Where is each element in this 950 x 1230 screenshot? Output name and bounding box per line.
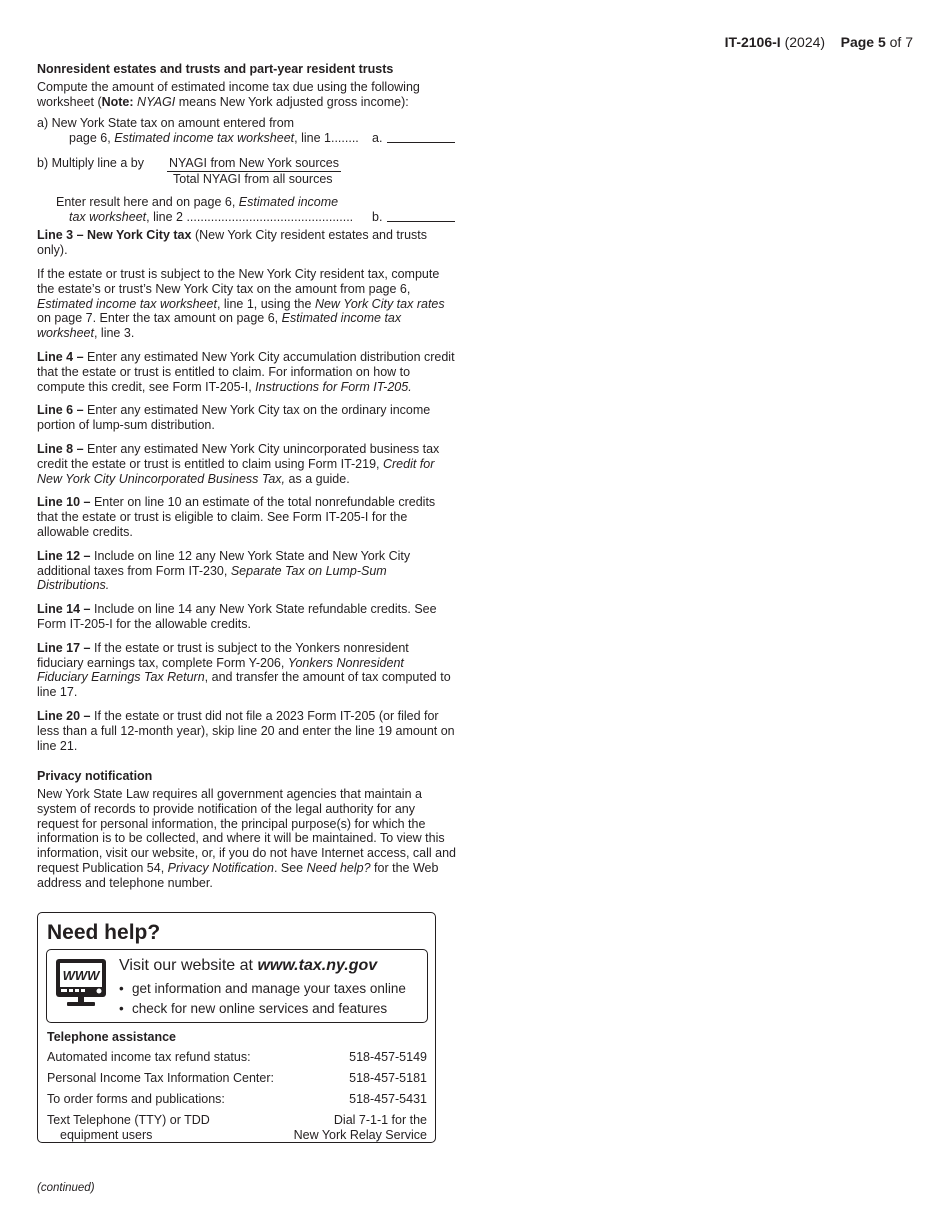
privacy-paragraph: New York State Law requires all government agencies that maintain a system of records to provide notification of the legal authority for any request for personal information, the principal purpose(s) for which the information is to be collected, and where it will be maintained. To view this information, visit our website, or, if you do not have Internet access, call and request Publication 54, Privacy Notification. See Need help? for the Web address and telephone number. [37, 787, 456, 890]
page-of: of 7 [889, 34, 913, 50]
need-help-title: Need help? [47, 921, 161, 944]
tty-row: Text Telephone (TTY) or TDD equipment users Dial 7-1-1 for the New York Relay Service [47, 1113, 427, 1142]
bullet-item: • check for new online services and features [132, 999, 406, 1019]
worksheet-enter-result: Enter result here and on page 6, Estimated income tax worksheet, line 2 ................................................ [56, 195, 354, 225]
form-year: (2024) [784, 34, 826, 50]
privacy-title: Privacy notification [37, 769, 153, 784]
phone-number: 518-457-5181 [349, 1071, 427, 1085]
worksheet [37, 116, 457, 228]
telephone-heading: Telephone assistance [47, 1030, 176, 1044]
phone-row: Automated income tax refund status: 518-457-5149 [47, 1050, 427, 1064]
section-intro: Compute the amount of estimated income tax due using the following worksheet (Note: NYAGI means New York adjusted gross income): [37, 79, 420, 109]
instructions-column [37, 62, 457, 900]
website-line: Visit our website at www.tax.ny.gov [119, 957, 378, 974]
phone-number: 518-457-5149 [349, 1050, 427, 1064]
website-link[interactable]: www.tax.ny.gov [257, 957, 378, 974]
nyc-tax-paragraph: If the estate or trust is subject to the New York City resident tax, compute the estate’s or trust’s New York City tax on the amount from page 6, Estimated income tax worksheet, line 1, using the New York City tax rates on page 7. Enter the tax amount on page 6, Estimated income tax worksheet, line 3. [37, 266, 445, 341]
page-header [725, 35, 913, 50]
form-id: IT-2106-I [724, 34, 781, 50]
fraction-denominator: Total NYAGI from all sources [173, 172, 333, 187]
worksheet-b-blank[interactable] [387, 210, 455, 222]
phone-row: Personal Income Tax Information Center: 518-457-5181 [47, 1071, 427, 1085]
continued-note: (continued) [37, 1182, 95, 1194]
worksheet-a-label: a. [372, 131, 383, 146]
need-help-box [37, 912, 436, 1143]
website-bullets [132, 979, 406, 1019]
website-box [46, 949, 428, 1023]
line4-paragraph: Line 4 – Enter any estimated New York City accumulation distribution credit that the estate or trust is entitled to claim. For information on how to compute this credit, see Form IT-205-I, Instructions for Form IT-205. [37, 349, 455, 394]
phone-number: 518-457-5431 [349, 1092, 427, 1106]
page-number: Page 5 [840, 34, 886, 50]
worksheet-line-b: b) Multiply line a by [37, 156, 144, 171]
phone-row: To order forms and publications: 518-457-5431 [47, 1092, 427, 1106]
line20-paragraph: Line 20 – If the estate or trust did not file a 2023 Form IT-205 (or filed for less than a full 12-month year), skip line 20 and enter the line 19 amount on line 21. [37, 708, 455, 753]
bullet-item: • get information and manage your taxes online [132, 979, 406, 999]
worksheet-a-blank[interactable] [387, 131, 455, 143]
line12-paragraph: Line 12 – Include on line 12 any New York State and New York City additional taxes from Form IT-230, Separate Tax on Lump-Sum Distributions. [37, 548, 411, 593]
worksheet-fraction [167, 156, 357, 187]
line10-paragraph: Line 10 – Enter on line 10 an estimate of the total nonrefundable credits that the estate or trust is eligible to claim. See Form IT-205-I for the allowable credits. [37, 495, 436, 539]
fraction-numerator: NYAGI from New York sources [169, 156, 339, 171]
section-title: Nonresident estates and trusts and part-year resident trusts [37, 62, 394, 76]
worksheet-b-label: b. [372, 210, 383, 225]
line6-paragraph: Line 6 – Enter any estimated New York City tax on the ordinary income portion of lump-sum distribution. [37, 403, 431, 433]
line17-paragraph: Line 17 – If the estate or trust is subject to the Yonkers nonresident fiduciary earnings tax, complete Form Y-206, Yonkers Nonresident Fiduciary Earnings Tax Return, and transfer the amount of tax computed to line 17. [37, 640, 451, 700]
www-label: WWW [62, 968, 100, 983]
computer-monitor-icon [55, 958, 107, 1008]
line8-paragraph: Line 8 – Enter any estimated New York City unincorporated business tax credit the estate or trust is entitled to claim using Form IT-219, Credit for New York City Unincorporated Business Tax, as a guide. [37, 441, 440, 486]
line3-paragraph: Line 3 – New York City tax (New York City resident estates and trusts only). [37, 228, 427, 258]
worksheet-line-a: a) New York State tax on amount entered from page 6, Estimated income tax worksheet, line 1........ [37, 116, 359, 146]
line14-paragraph: Line 14 – Include on line 14 any New York State refundable credits. See Form IT-205-I for the allowable credits. [37, 602, 437, 631]
